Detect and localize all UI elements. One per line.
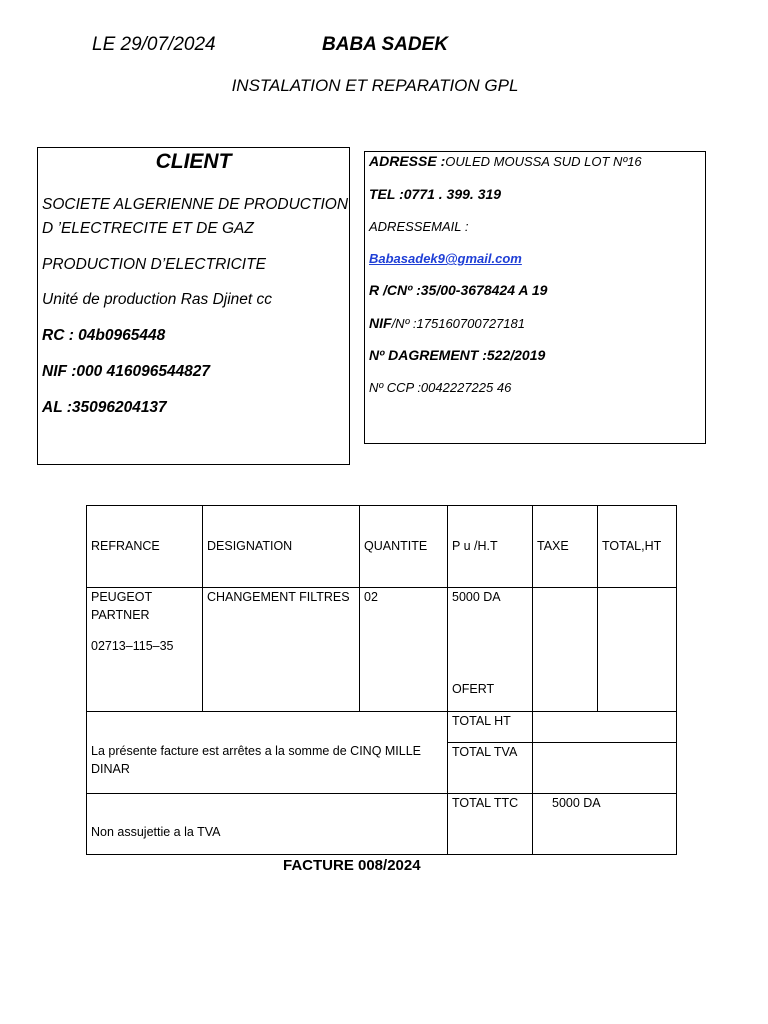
supplier-tel: [369, 186, 501, 202]
header-cell-reference: [86, 505, 203, 588]
supplier-address: [369, 153, 642, 169]
supplier-email-row: [369, 251, 522, 266]
header-cell-unit-price: [447, 505, 533, 588]
item-total-ht-cell: [597, 587, 677, 712]
total-ht-label: TOTAL HT: [452, 714, 511, 728]
total-ht-label-cell: [447, 711, 533, 743]
client-nif: NIF :000 416096544827: [42, 363, 211, 380]
client-name-line1: SOCIETE ALGERIENNE DE PRODUCTION: [42, 196, 349, 213]
vat-note: Non assujettie a la TVA: [91, 825, 221, 839]
item-designation-cell: [202, 587, 360, 712]
total-ttc-label-cell: [447, 793, 533, 855]
invoice-number: FACTURE 008/2024: [283, 857, 421, 874]
header-cell-total-ht: [597, 505, 677, 588]
client-rc: RC : 04b0965448: [42, 327, 166, 344]
total-tva-label: TOTAL TVA: [452, 745, 518, 759]
supplier-nif-value: /Nº :175160700727181: [391, 316, 525, 331]
supplier-email-label: ADRESSEMAIL :: [369, 219, 469, 234]
item-unit-price-cell: [447, 587, 533, 712]
header-total-ht-label: TOTAL,HT: [602, 539, 662, 553]
header-designation-label: DESIGNATION: [207, 539, 293, 553]
header-unit-price-label: P u /H.T: [452, 539, 498, 553]
amount-in-words-cell: [86, 711, 448, 794]
item-quantity-cell: [359, 587, 448, 712]
total-tva-label-cell: [447, 742, 533, 794]
client-division: PRODUCTION D’ELECTRICITE: [42, 256, 266, 273]
supplier-tel-text: TEL :0771 . 399. 319: [369, 186, 502, 202]
total-tva-value-cell: [532, 742, 677, 794]
supplier-box: [364, 151, 706, 444]
client-name-line2: D ’ELECTRECITE ET DE GAZ: [42, 220, 254, 237]
company-activity: INSTALATION ET REPARATION GPL: [231, 76, 519, 95]
supplier-email-link[interactable]: Babasadek9@gmail.com: [369, 251, 522, 266]
header-cell-taxe: [532, 505, 598, 588]
company-name: BABA SADEK: [322, 34, 448, 55]
item-reference-plate: 02713–115–35: [91, 639, 174, 653]
total-ht-value-cell: [532, 711, 677, 743]
item-reference-line2: PARTNER: [91, 608, 150, 622]
amount-in-words: La présente facture est arrêtes a la somme de CINQ MILLE DINAR: [91, 744, 422, 776]
supplier-address-value: OULED MOUSSA SUD LOT Nº16: [445, 154, 642, 169]
item-designation: CHANGEMENT FILTRES: [207, 590, 350, 604]
client-al: AL :35096204137: [42, 399, 167, 416]
supplier-nif-label: NIF: [369, 315, 392, 331]
header-quantity-label: QUANTITE: [364, 539, 428, 553]
supplier-ccp: Nº CCP :0042227225 46: [369, 380, 512, 395]
client-box: [37, 147, 350, 465]
client-unit: Unité de production Ras Djinet cc: [42, 291, 273, 308]
total-ttc-value-cell: [532, 793, 677, 855]
item-taxe-cell: [532, 587, 598, 712]
supplier-agrement-text: Nº DAGREMENT :522/2019: [369, 347, 546, 363]
item-note-ofert: OFERT: [452, 682, 495, 696]
client-title: CLIENT: [155, 150, 232, 173]
vat-note-cell: [86, 793, 448, 855]
supplier-nif: [369, 315, 525, 331]
item-reference-line1: PEUGEOT: [91, 590, 153, 604]
supplier-agrement: [369, 347, 545, 363]
header-taxe-label: TAXE: [537, 539, 569, 553]
item-quantity: 02: [364, 590, 378, 604]
supplier-rc: [369, 282, 547, 298]
invoice-date: LE 29/07/2024: [92, 34, 216, 55]
header-cell-quantity: [359, 505, 448, 588]
total-ttc-value: 5000 DA: [552, 796, 601, 810]
supplier-address-label: ADRESSE :: [369, 153, 446, 169]
header-cell-designation: [202, 505, 360, 588]
invoice-table: [86, 505, 677, 855]
header-reference-label: REFRANCE: [91, 539, 160, 553]
item-reference-cell: [86, 587, 203, 712]
item-unit-price: 5000 DA: [452, 590, 501, 604]
total-ttc-label: TOTAL TTC: [452, 796, 519, 810]
supplier-rc-text: R /CNº :35/00-3678424 A 19: [369, 282, 548, 298]
